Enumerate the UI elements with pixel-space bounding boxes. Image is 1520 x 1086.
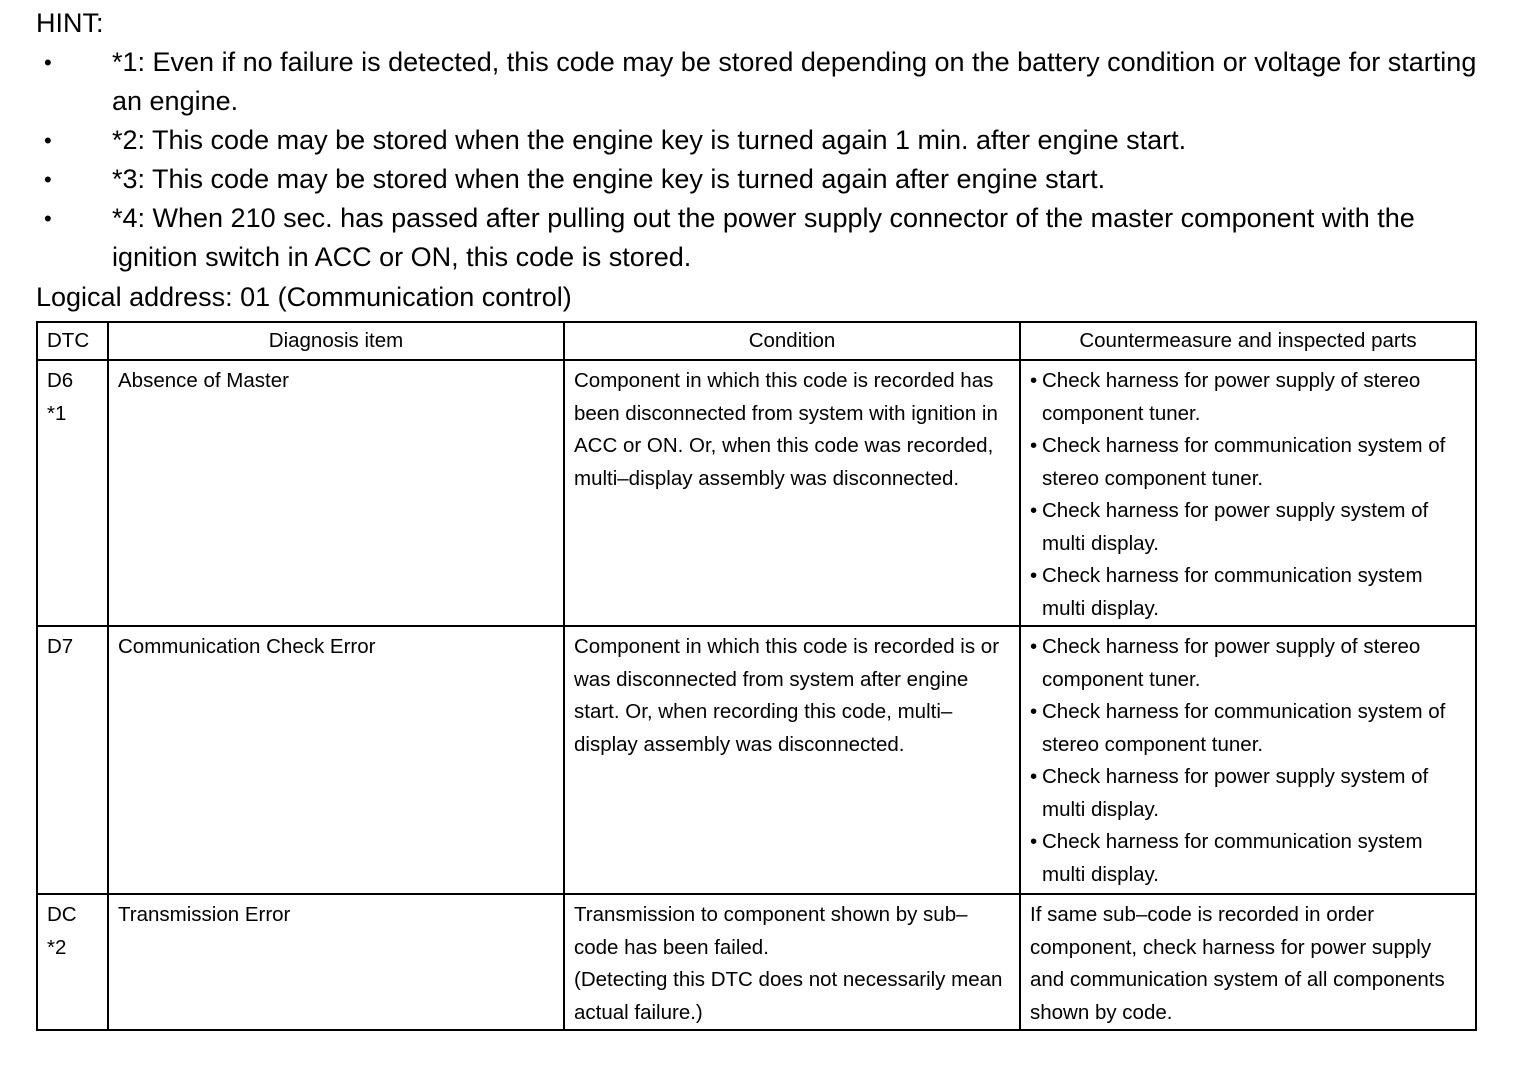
bullet-icon: • — [1030, 564, 1038, 587]
list-item-text: Check harness for power supply system of multi display. — [1042, 765, 1429, 821]
dtc-code: DC — [47, 903, 77, 926]
hint-item — [36, 199, 1486, 277]
bullet-icon: • — [44, 128, 52, 153]
list-item-text: Check harness for power supply of stereo component tuner. — [1042, 635, 1421, 691]
hint-text: *2: This code may be stored when the engine key is turned again 1 min. after engine start. — [112, 125, 1187, 155]
hint-text: *3: This code may be stored when the engine key is turned again after engine start. — [112, 164, 1106, 194]
column-header-diagnosis-item: Diagnosis item — [108, 322, 564, 360]
list-item — [1030, 560, 1466, 625]
dtc-cell — [37, 360, 108, 626]
bullet-icon: • — [1030, 765, 1038, 788]
hint-item — [36, 121, 1486, 160]
table-row — [37, 360, 1476, 626]
countermeasure-list — [1030, 365, 1466, 625]
list-item — [1030, 495, 1466, 560]
condition-note: (Detecting this DTC does not necessarily mean actual failure.) — [574, 968, 1003, 1024]
list-item-text: Check harness for communication system multi display. — [1042, 564, 1423, 620]
dtc-code: D6 — [47, 369, 74, 392]
bullet-icon: • — [44, 167, 52, 192]
hint-list — [36, 43, 1486, 277]
countermeasure-list — [1030, 631, 1466, 891]
bullet-icon: • — [1030, 369, 1038, 392]
bullet-icon: • — [1030, 700, 1038, 723]
hint-text: *1: Even if no failure is detected, this code may be stored depending on the battery condition or voltage for starting an engine. — [112, 47, 1477, 116]
logical-address-heading: Logical address: 01 (Communication control) — [36, 282, 572, 312]
hint-item — [36, 43, 1486, 121]
condition-cell: Component in which this code is recorded has been disconnected from system with ignition in ACC or ON. Or, when this code was recorded, multi–display assembly was disconnected. — [564, 360, 1020, 626]
list-item — [1030, 430, 1466, 495]
table-row — [37, 894, 1476, 1030]
dtc-cell — [37, 894, 108, 1030]
hint-text: *4: When 210 sec. has passed after pulling out the power supply connector of the master component with the ignition switch in ACC or ON, this code is stored. — [112, 203, 1415, 272]
list-item-text: Check harness for power supply of stereo component tuner. — [1042, 369, 1421, 425]
bullet-icon: • — [1030, 499, 1038, 522]
dtc-cell — [37, 626, 108, 894]
column-header-countermeasure: Countermeasure and inspected parts — [1020, 322, 1476, 360]
dtc-note: *2 — [47, 935, 67, 959]
list-item — [1030, 761, 1466, 826]
condition-cell — [564, 894, 1020, 1030]
dtc-table — [36, 321, 1477, 1031]
list-item-text: Check harness for communication system of stereo component tuner. — [1042, 700, 1446, 756]
condition-cell: Component in which this code is recorded is or was disconnected from system after engine start. Or, when recording this code, multi–display assembly was disconnected. — [564, 626, 1020, 894]
hint-title: HINT: — [36, 8, 104, 38]
table-row — [37, 626, 1476, 894]
list-item — [1030, 696, 1466, 761]
diagnosis-item-cell: Transmission Error — [108, 894, 564, 1030]
column-header-dtc: DTC — [37, 322, 108, 360]
list-item — [1030, 365, 1466, 430]
condition-text: Transmission to component shown by sub–code has been failed. — [574, 903, 968, 959]
bullet-icon: • — [1030, 830, 1038, 853]
table-header-row — [37, 322, 1476, 360]
bullet-icon: • — [1030, 434, 1038, 457]
hint-item — [36, 160, 1486, 199]
list-item-text: Check harness for communication system multi display. — [1042, 830, 1423, 886]
list-item-text: Check harness for power supply system of multi display. — [1042, 499, 1429, 555]
countermeasure-cell: If same sub–code is recorded in order component, check harness for power supply and communication system of all components shown by code. — [1020, 894, 1476, 1030]
diagnosis-item-cell: Absence of Master — [108, 360, 564, 626]
bullet-icon: • — [1030, 635, 1038, 658]
dtc-note: *1 — [47, 401, 67, 425]
bullet-icon: • — [44, 50, 52, 75]
countermeasure-cell — [1020, 626, 1476, 894]
diagnosis-item-cell: Communication Check Error — [108, 626, 564, 894]
countermeasure-cell — [1020, 360, 1476, 626]
list-item-text: Check harness for communication system of stereo component tuner. — [1042, 434, 1446, 490]
bullet-icon: • — [44, 206, 52, 231]
dtc-code: D7 — [47, 635, 74, 658]
list-item — [1030, 631, 1466, 696]
list-item — [1030, 826, 1466, 891]
column-header-condition: Condition — [564, 322, 1020, 360]
